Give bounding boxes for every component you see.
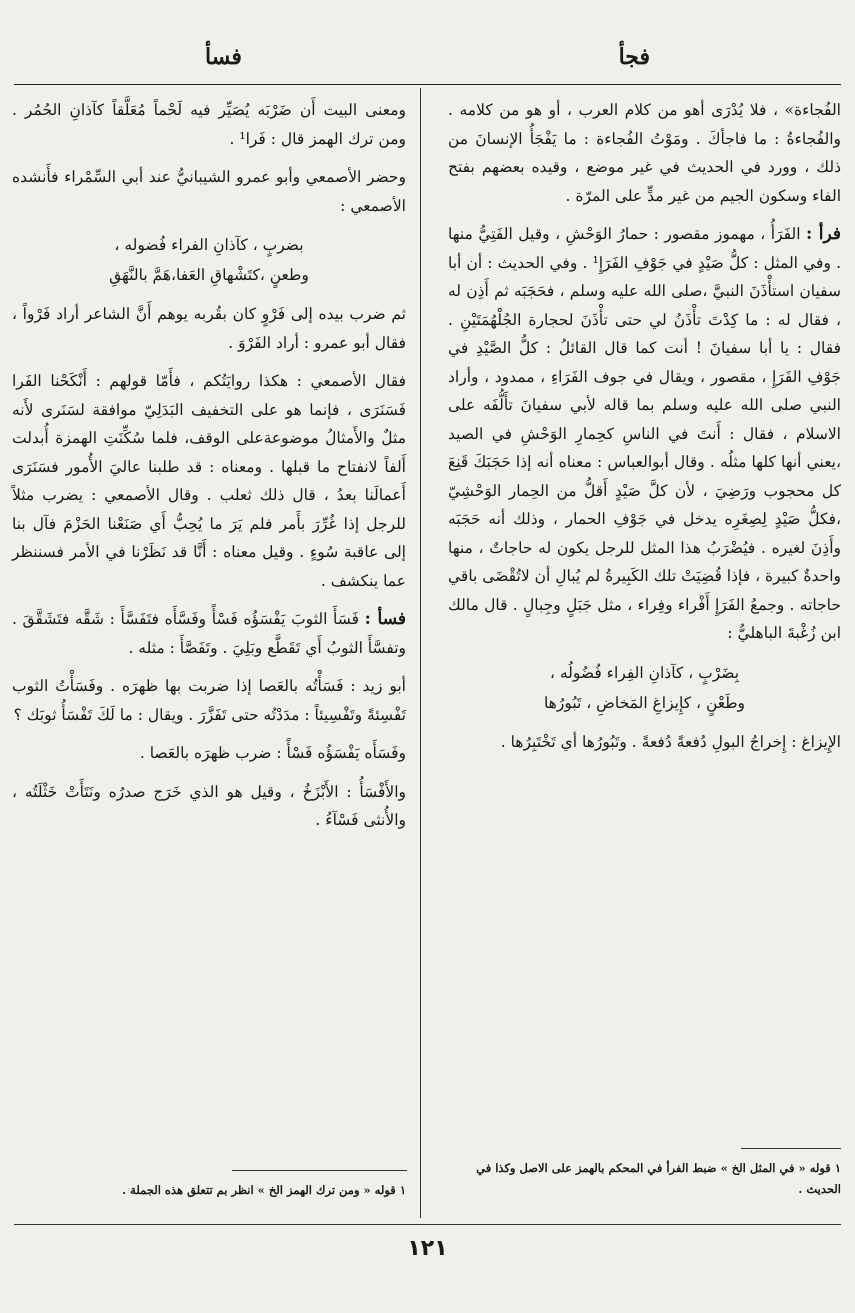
entry-paragraph: فقال الأصمعي : هكذا روايَتُكم ، فأَمّا قولهم : أَنْكَحْنا الفَرا فَسَنَرَى ، فإنما هو على التخفيف البَدَلِيّ موافقة لسَنَرى لأَنه مثلٌ والأَمثالُ موضوعةعلى الوقف، فلما سُكِّنَتِ الهمزة أُبدلت أَلفاً لانفتاح ما قبلها . ومعناه : قد طلبنا عاليَ الأُمور فسَنَرَى أَعمالَنا بعدُ ، قال ذلك ثعلب . وقال الأصمعي : يضرب مثلاً للرجل إذا غُرِّرَ بأَمر فلم يَرَ ما يُحِبُّ أَي صَنَعْنا الحَزْمَ فآل بنا إلى عاقبة سُوءٍ . وقيل معناه : أَنَّا قد نَظَرْنا في الأمر فسننظر عما ينكشف . xyxy=(12,372,406,590)
entry-text: الفَرَأُ ، مهموز مقصور : حمارُ الوَحْشِ ، وقيل الفَتِيُّ منها . وفي المثل : كلُّ صَيْدٍ في جَوْفِ الفَرَإِ¹ . وفي الحديث : أن أبا سفيان استأْذَنَ النبيَّ ،صلى الله عليه وسلم ، فحَجَبَه ثم أَذِن له ، فقال له : ما كِدْتَ تأْذَنُ لي حتى تأْذَنَ لحجارة الجُلْهُمَتَيْنِ . فقال : يا أبا سفيانَ ! أنت كما قال القائلُ : كلُّ الصَّيْدِ في جَوْفِ الفَرَإِ ، مقصور ، ويقال في جوف الفَرَاءِ ، ممدود ، وأراد النبي صلى الله عليه وسلم بما قاله لأبي سفيانَ تأَلُّفَه على الاسلام ، فقال : أَنتَ في الناسِ كحِمارِ الوَحْشِ في الصيد ،يعني أنها كلها مثلُه . وقال أبوالعباس : معناه أنه إذا حَجَبَكَ قَنِعَ كل محجوب ورَضِيَ ، لأن كلَّ صَيْدٍ أَقلُّ من الحِمار الوَحْشِيّ ،فكلُّ صَيْدٍ لِصِغَرِه يدخل في جَوْفِ الحمار ، وذلك أنه حَجَبَه وأَذِنَ لغيره . فيُضْرَبُ هذا المثل للرجل يكون له حاجاتٌ ، منها واحدةٌ كبيرة ، فإذا قُضِيَتْ تلك الكَبِيرةُ لم يُبالِ أن لاتُقْضَى باقي حاجاته . وجمعُ الفَرَإِ أَفْراء وفِراء ، مثل جَبَلٍ وجِبالٍ . قال مالك ابن زُغْبةَ الباهليُّ : xyxy=(448,225,841,642)
footnote-rule-left xyxy=(232,1170,407,1171)
footnote-left: ١ قوله « ومن ترك الهمز الخ » انظر بم تتعلق هذه الجملة . xyxy=(122,1183,406,1197)
footnote-right: ١ قوله « في المثل الخ » ضبط الفرأ في المحكم بالهمز على الاصل وكذا في الحديث . xyxy=(476,1161,841,1196)
page-number: ١٢١ xyxy=(407,1236,448,1261)
verse-line-2: وطعنٍ ،كتَشْهاقِ العَفا،هَمَّ بالنَّهَقِ xyxy=(109,266,309,284)
entry-paragraph: وفَسَأَه يَفْسَؤُه فَسْأً : ضرب ظهرَه بالعَصا . xyxy=(139,744,406,762)
header-word-left: فسأ xyxy=(205,44,242,70)
verse-line-1: بِضَرْبٍ ، كآذانِ الفِراء فُضُولُه ، xyxy=(549,663,740,682)
verse xyxy=(448,658,841,718)
right-column xyxy=(448,96,841,756)
entry-text: فَسَأَ الثوبَ يَفْسَؤُه فَسْأً وفَسَّأَه فتَفَسَّأَ : شَقَّه فتَشَقَّقَ . وتفسَّأَ الثوبُ أَي تَقَطَّع وبَلِيَ . وتَفَصَّأَ : مثله . xyxy=(12,610,406,657)
entry-fra xyxy=(448,220,841,648)
entry-paragraph: والأَفْسَأُ : الأَبْزَخُ ، وقيل هو الذي خَرَج صدرُه ونَتَأَتْ خَثْلَتُه ، والأُنثى فَسْآءُ . xyxy=(12,782,406,829)
column-divider xyxy=(420,88,421,1218)
entry-paragraph: أبو زيد : فَسَأْتُه بالعَصا إذا ضربت بها ظهرَه . وفَسَأْتُ الثوب تَفْسِئةً وتَفْسِيئاً : مدَدْتُه حتى تَفَزَّرَ . ويقال : ما لَكَ تَفْسَأُ ثوبَك ؟ xyxy=(12,677,406,724)
verse-line-2: وطَعْنٍ ، كإِيزاغِ المَخاضِ ، تَبُورُها xyxy=(543,693,746,712)
bottom-rule xyxy=(14,1224,841,1225)
entry-paragraph: وحضر الأصمعي وأبو عمرو الشيبانيُّ عند أبي السِّمْراء فأَنشده الأصمعي : xyxy=(12,168,406,215)
header-word-right: فجأ xyxy=(618,44,650,70)
header-rule xyxy=(14,84,841,85)
entry-paragraph: ثم ضرب بيده إلى فَرْوٍ كان بقُربه يوهم أَنَّ الشاعر أراد فَرْواً ، فقال أبو عمرو : أراد الفَرْوَ . xyxy=(12,305,406,352)
headword: فسأ : xyxy=(364,609,406,629)
entry-paragraph: الإِيزاغ : إِخراجُ البولِ دُفعةً دُفعةً . وتَبُورُها أي تَخْتَبِرُها . xyxy=(500,732,841,751)
verse xyxy=(12,230,406,290)
entry-paragraph: الفُجاءة» ، فلا يُدْرَى أهو من كلام العرب ، أو هو من كلامه . والفُجاءةُ : ما فاجأكَ . ومَوْتُ الفُجاءة : ما يَفْجَأُ الإنسانَ من ذلك ، وورد في الحديث في غير موضع ، وقيده بعضهم بفتح الفاء وسكون الجيم من غير مدٍّ على المرّة . xyxy=(448,101,841,205)
headword: فرأ : xyxy=(806,224,841,244)
entry-fsa xyxy=(12,605,406,662)
left-column xyxy=(12,96,406,835)
footnote-rule-right xyxy=(741,1148,841,1149)
verse-line-1: بضربٍ ، كآذانِ الفراء فُضوله ، xyxy=(114,236,304,254)
entry-paragraph: ومعنى البيت أَن ضَرْبَه يُصَيِّر فيه لَحْماً مُعَلَّقاً كآذانِ الحُمُر . ومن ترك الهمز قال : فَرا¹ . xyxy=(12,101,406,148)
